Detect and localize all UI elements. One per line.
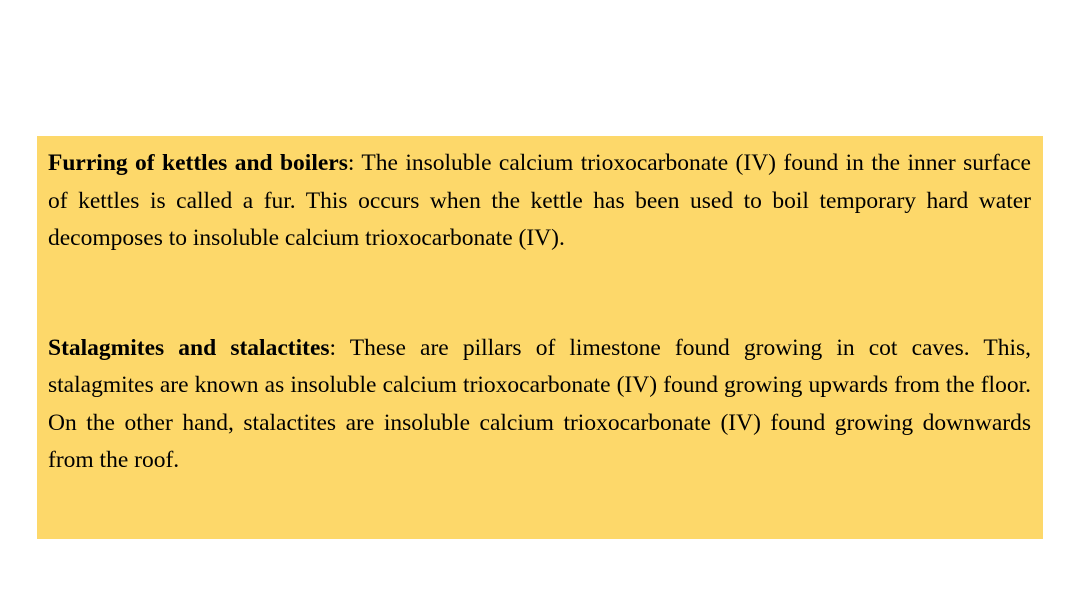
stalagmites-paragraph bbox=[48, 330, 1031, 480]
highlighted-text-box bbox=[37, 136, 1043, 539]
furring-paragraph bbox=[48, 145, 1031, 258]
stalagmites-description: : These are pillars of limestone found growing in cot caves. This, stalagmites are known as insoluble calcium trioxocarbonate (IV) found growing upwards from the floor. On the other hand, stalactites are insoluble calcium trioxocarbonate (IV) found growing downwards from the roof. bbox=[48, 334, 1031, 473]
furring-term: Furring of kettles and boilers bbox=[48, 150, 348, 176]
furring-description: : The insoluble calcium trioxocarbonate (IV) found in the inner surface of kettles is called a fur. This occurs when the kettle has been used to boil temporary hard water decomposes to insoluble calcium trioxocarbonate (IV). bbox=[48, 150, 1031, 251]
stalagmites-term: Stalagmites and stalactites bbox=[48, 334, 330, 361]
